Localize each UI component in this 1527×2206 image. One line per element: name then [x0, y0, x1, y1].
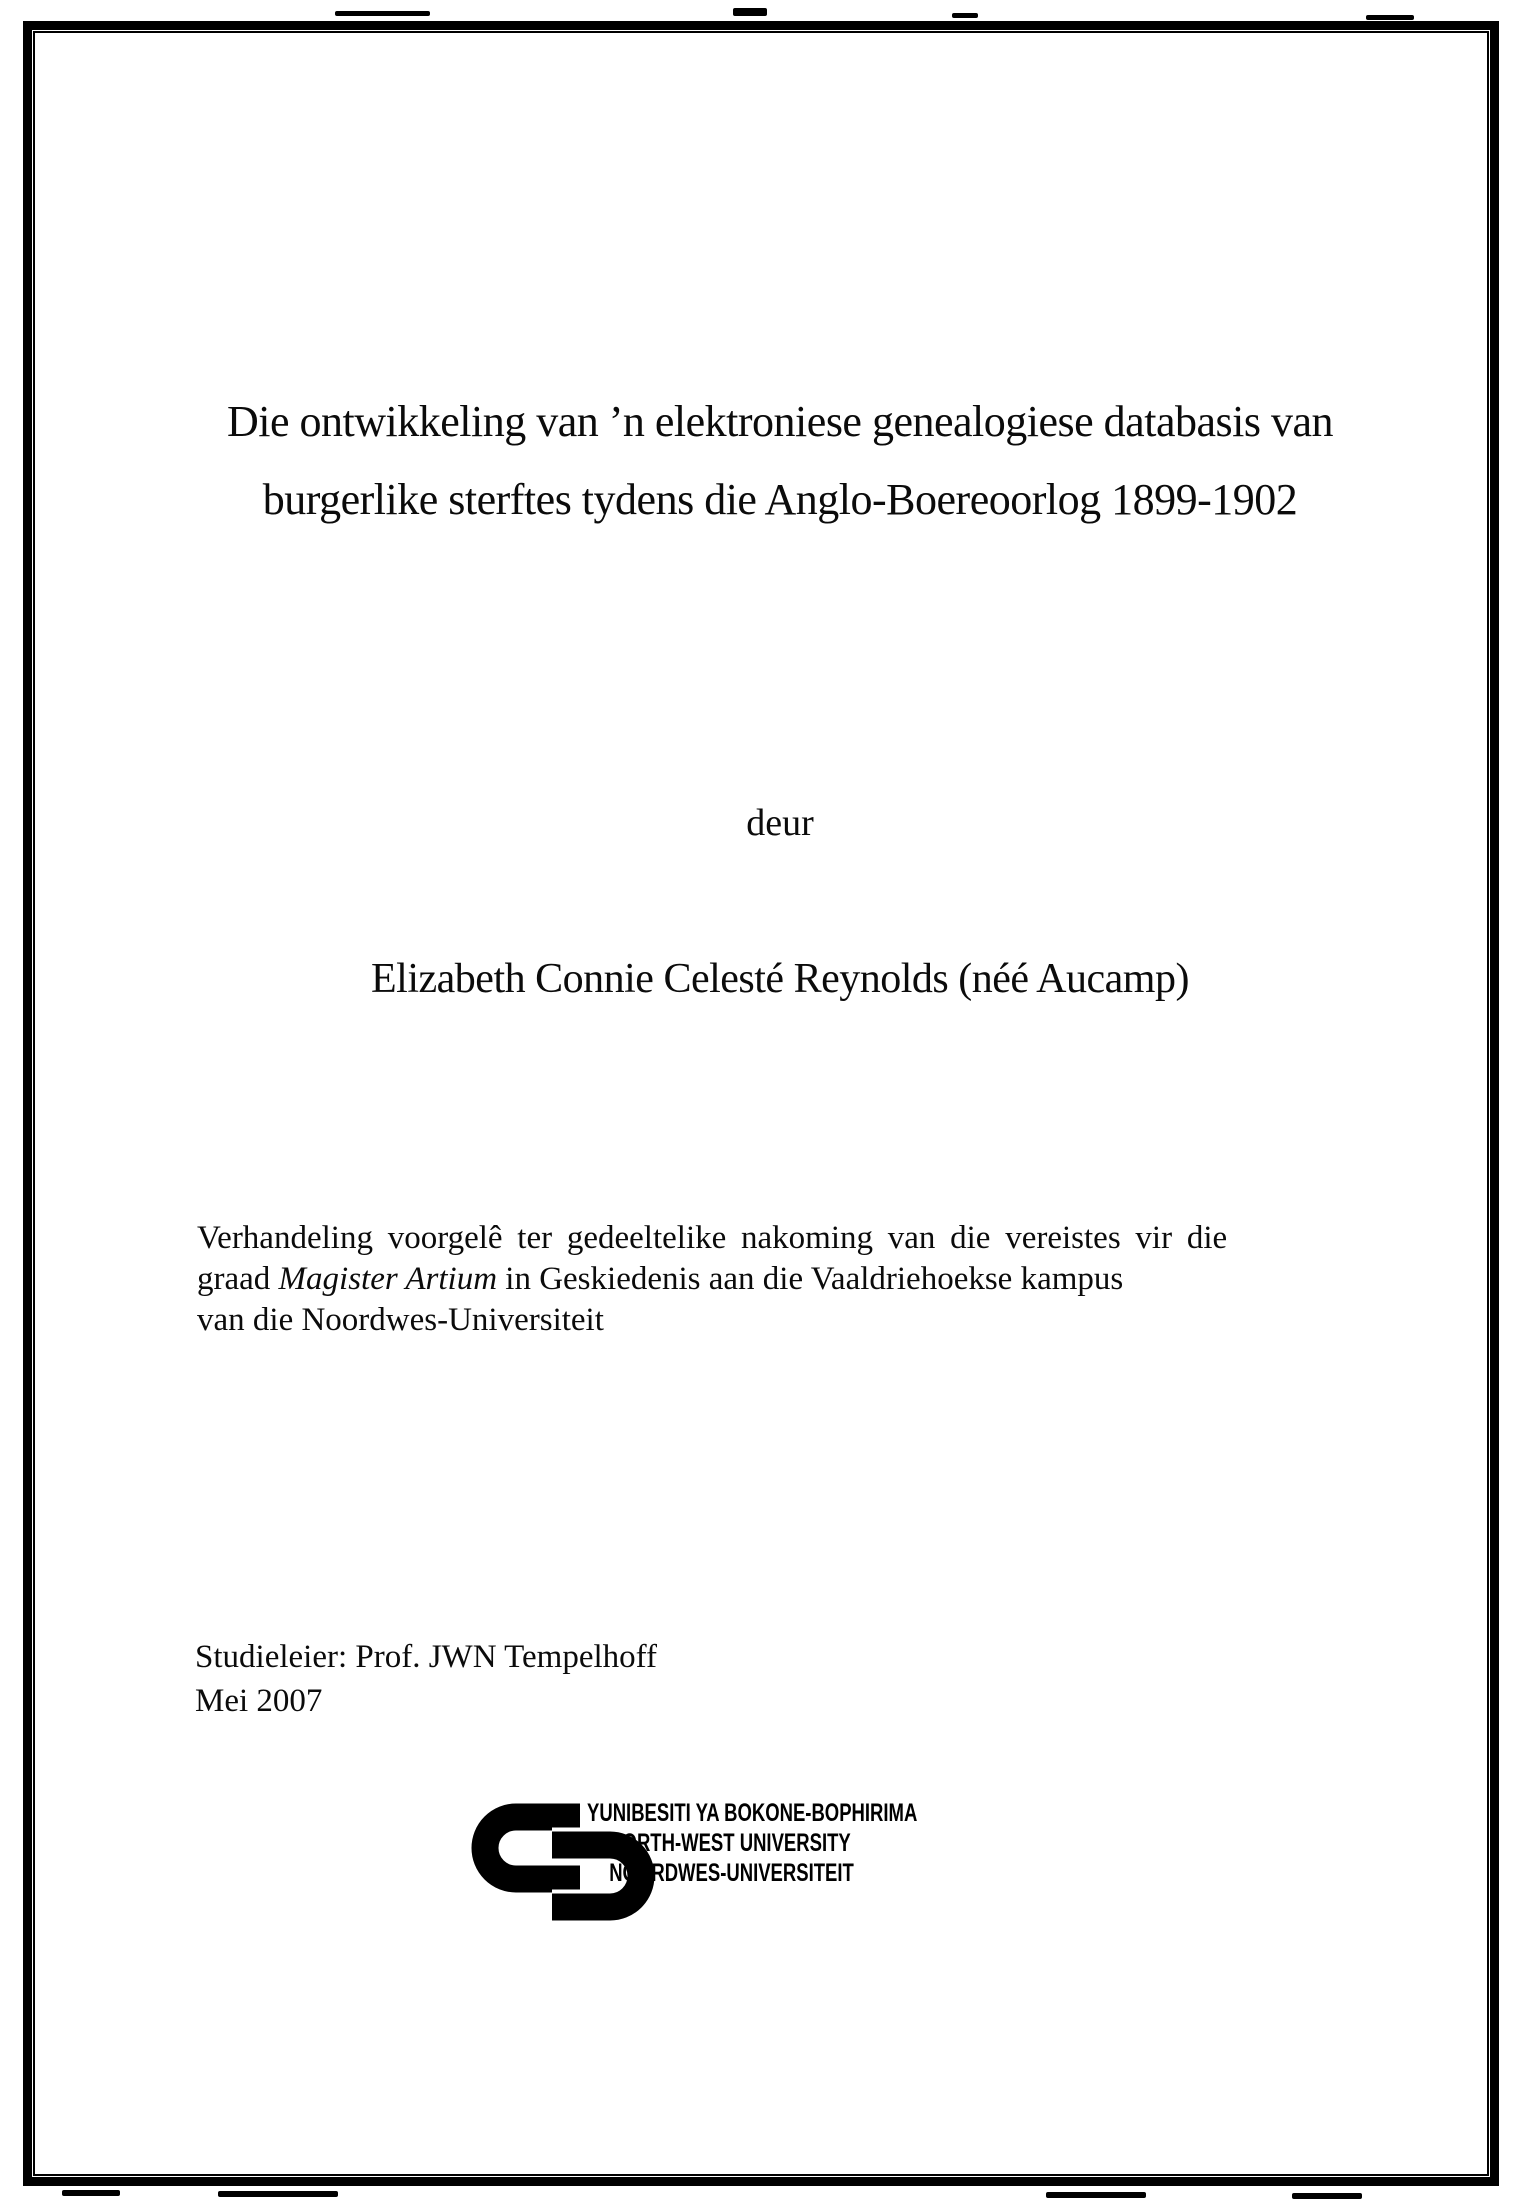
scan-artifact — [1366, 15, 1414, 20]
degree-title-italic: Magister Artium — [278, 1261, 498, 1297]
scan-artifact — [1046, 2192, 1146, 2198]
logo-text-afrikaans: NOORDWES-UNIVERSITEIT — [609, 1859, 854, 1887]
logo-text-setswana: YUNIBESITI YA BOKONE-BOPHIRIMA — [587, 1799, 918, 1827]
supervisor-line: Studieleier: Prof. JWN Tempelhoff — [195, 1639, 658, 1675]
degree-statement-line3: van die Noordwes-Universiteit — [197, 1302, 604, 1338]
byline-preposition: deur — [746, 802, 814, 844]
degree-line2-prefix: graad — [197, 1261, 279, 1297]
degree-line2-suffix: in Geskiedenis aan die Vaaldriehoekse kampus — [497, 1261, 1124, 1297]
thesis-title — [60, 383, 1500, 539]
scan-artifact — [218, 2191, 338, 2197]
thesis-title-line2: burgerlike sterftes tydens die Anglo-Boereoorlog 1899-1902 — [262, 475, 1298, 524]
scan-artifact — [335, 11, 430, 16]
university-logo-text — [587, 1798, 917, 1888]
scan-artifact — [952, 13, 978, 18]
scan-artifact — [1292, 2193, 1362, 2199]
author-name: Elizabeth Connie Celesté Reynolds (néé Aucamp) — [371, 956, 1189, 1002]
scan-artifact — [62, 2190, 120, 2196]
logo-text-english: NORTH-WEST UNIVERSITY — [609, 1829, 851, 1857]
degree-statement-line1: Verhandeling voorgelê ter gedeeltelike nakoming van die vereistes vir die — [197, 1220, 1228, 1256]
thesis-title-line1: Die ontwikkeling van ’n elektroniese genealogiese databasis van — [226, 397, 1333, 446]
university-logo — [465, 1797, 1105, 1937]
scan-artifact — [733, 8, 767, 16]
degree-statement — [197, 1218, 1377, 1341]
supervisor-block — [195, 1635, 657, 1723]
degree-statement-line2 — [197, 1259, 1377, 1300]
date-line: Mei 2007 — [195, 1683, 323, 1719]
